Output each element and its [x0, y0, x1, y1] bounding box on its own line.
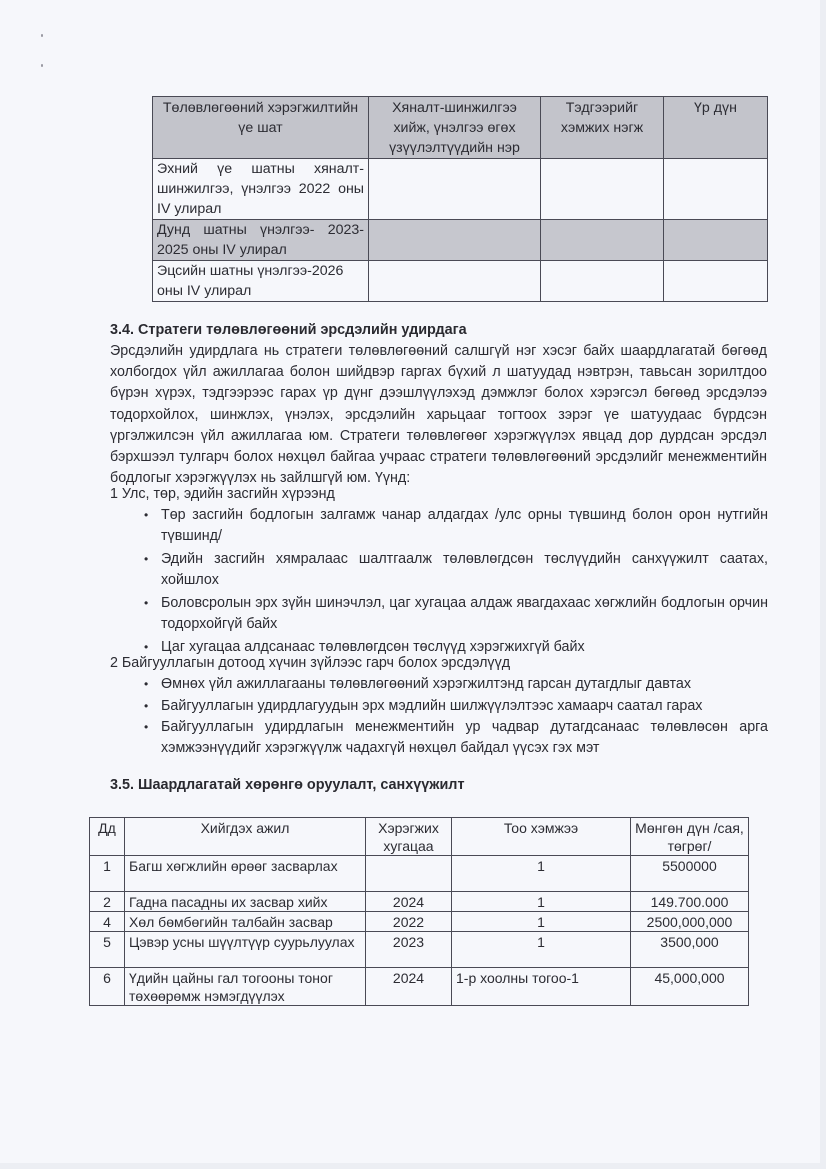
- table-cell: 45,000,000: [631, 968, 749, 1006]
- scan-artifact: [41, 34, 43, 37]
- header-cell: Хяналт-шинжилгээ хийж, үнэлгээ өгөх үзүүлэлтүүдийн нэр: [369, 97, 541, 159]
- table-cell: 1-р хоолны тогоо-1: [452, 968, 631, 1006]
- table-row: [90, 932, 749, 968]
- table-cell: [369, 159, 541, 220]
- table-cell: [369, 220, 541, 261]
- header-cell: Хийгдэх ажил: [125, 818, 366, 856]
- table-cell: Хөл бөмбөгийн талбайн засвар: [125, 912, 366, 932]
- table-cell: 1: [90, 856, 125, 892]
- table-cell: 2: [90, 892, 125, 912]
- header-cell: Дд: [90, 818, 125, 856]
- table-cell: 6: [90, 968, 125, 1006]
- bullet-icon: •: [144, 596, 149, 610]
- table-header-row: [153, 97, 768, 159]
- table-cell: 2024: [366, 892, 452, 912]
- table-cell: 1: [452, 932, 631, 968]
- table-cell: 2500,000,000: [631, 912, 749, 932]
- bullet-icon: •: [144, 677, 149, 691]
- table-cell: 4: [90, 912, 125, 932]
- table-cell: 3500,000: [631, 932, 749, 968]
- scan-artifact: [41, 64, 43, 67]
- risk-group-2-title: 2 Байгууллагын дотоод хүчин зүйлээс гарч болох эрсдэлүүд: [110, 655, 511, 671]
- table-row: [90, 912, 749, 932]
- table-row: [90, 892, 749, 912]
- section-title-3-4: 3.4. Стратеги төлөвлөгөөний эрсдэлийн удирдага: [110, 322, 467, 338]
- header-cell: Хэрэгжих хугацаа: [366, 818, 452, 856]
- list-item: • Цаг хугацаа алдсанаас төлөвлөгдсөн төслүүд хэрэгжихгүй байх: [161, 637, 768, 658]
- risk-paragraph: Эрсдэлийн удирдлага нь стратеги төлөвлөгөөний салшгүй нэг хэсэг байх шаардлагатай бөгөөд холбогдох үйл ажиллагаа болон шийдвэр гаргах бүхий л шатуудад нэвтрэн, тавьсан зорилтдоо бүрэн хүрэх, тэдгээрээс гарах үр дүнг дээшлүүлэхэд дэмжлэг болох хэрэгсэл бөгөөд эрсдэлээ тодорхойлох, шинжлэх, үнэлэх, эрсдэлийн харьцааг тогтоох зэрэг үе шатуудаас бүрдсэн үргэлжилсэн үйл ажиллагаа юм. Стратеги төлөвлөгөөг хэрэгжүүлэх явцад дор дурдсан эрсдэл бэрхшээл тулгарч болох нөхцөл байгаа учраас стратеги төлөвлөгөөний эрсдэлийг менежментийн бодлогыг хэрэгжүүлэх нь зайлшгүй юм. Үүнд:: [110, 343, 767, 487]
- risk-group-1-title: 1 Улс, төр, эдийн засгийн хүрээнд: [110, 486, 335, 502]
- table-cell: 5500000: [631, 856, 749, 892]
- table-cell: Эхний үе шатны хяналт-шинжилгээ, үнэлгээ 2022 оны IV улирал: [153, 159, 369, 220]
- table-row: [153, 261, 768, 302]
- header-cell: Төлөвлөгөөний хэрэгжилтийн үе шат: [153, 97, 369, 159]
- investment-table: [89, 817, 749, 1006]
- table-cell: [541, 220, 664, 261]
- table-cell: Багш хөгжлийн өрөөг засварлах: [125, 856, 366, 892]
- table-cell: 2023: [366, 932, 452, 968]
- table-cell: Гадна пасадны их засвар хийх: [125, 892, 366, 912]
- table-row: [153, 159, 768, 220]
- table-row: [90, 968, 749, 1006]
- header-cell: Үр дүн: [664, 97, 768, 159]
- risk-group-2-list: [144, 674, 768, 761]
- bullet-icon: •: [144, 552, 149, 566]
- table-cell: [664, 220, 768, 261]
- bullet-icon: •: [144, 640, 149, 654]
- table-cell: [664, 261, 768, 302]
- bullet-icon: •: [144, 508, 149, 522]
- table-cell: Дунд шатны үнэлгээ- 2023-2025 оны IV улирал: [153, 220, 369, 261]
- risk-group-1-list: [144, 505, 768, 661]
- list-item: • Эдийн засгийн хямралаас шалтгаалж төлөвлөгдсөн төслүүдийн санхүүжилт саатах, хойшлох: [144, 551, 768, 588]
- table-cell: [664, 159, 768, 220]
- table-cell: 1: [452, 856, 631, 892]
- table-cell: [541, 159, 664, 220]
- table-cell: 1: [452, 912, 631, 932]
- table-row: [90, 856, 749, 892]
- bullet-icon: •: [144, 720, 149, 734]
- table-cell: Үдийн цайны гал тогооны тоног төхөөрөмж нэмэгдүүлэх: [125, 968, 366, 1006]
- table-cell: 2024: [366, 968, 452, 1006]
- header-cell: Мөнгөн дүн /сая, төгрөг/: [631, 818, 749, 856]
- list-item: • Байгууллагын удирдлагын менежментийн ур чадвар дутагдсанаас төлөвлөсөн арга хэмжээнүүдийг хэрэгжүүлж чадахгүй нөхцөл байдал үүсэх гэх мэт: [144, 719, 768, 756]
- header-cell: Тоо хэмжээ: [452, 818, 631, 856]
- section-title-3-5: 3.5. Шаардлагатай хөрөнгө оруулалт, санхүүжилт: [110, 777, 465, 793]
- table-header-row: [90, 818, 749, 856]
- table-cell: 149.700.000: [631, 892, 749, 912]
- table-cell: 2022: [366, 912, 452, 932]
- table-cell: [541, 261, 664, 302]
- table-cell: [366, 856, 452, 892]
- monitoring-table: [152, 96, 768, 302]
- table-cell: [369, 261, 541, 302]
- table-row: [153, 220, 768, 261]
- list-item: • Байгууллагын удирдлагуудын эрх мэдлийн шилжүүлэлтээс хамаарч саатал гарах: [161, 696, 768, 717]
- table-cell: Эцсийн шатны үнэлгээ-2026 оны IV улирал: [153, 261, 369, 302]
- header-cell: Тэдгээрийг хэмжих нэгж: [541, 97, 664, 159]
- list-item: • Өмнөх үйл ажиллагааны төлөвлөгөөний хэрэгжилтэнд гарсан дутагдлыг давтах: [161, 674, 768, 695]
- table-cell: 1: [452, 892, 631, 912]
- table-cell: 5: [90, 932, 125, 968]
- table-cell: Цэвэр усны шүүлтүүр суурьлуулах: [125, 932, 366, 968]
- list-item: • Боловсролын эрх зүйн шинэчлэл, цаг хугацаа алдаж явагдахаас хөгжлийн бодлогын орчин тодорхойгүй байх: [144, 595, 768, 632]
- bullet-icon: •: [144, 698, 149, 713]
- list-item: • Төр засгийн бодлогын залгамж чанар алдагдах /улс орны түвшинд болон орон нутгийн түвшинд/: [144, 507, 768, 544]
